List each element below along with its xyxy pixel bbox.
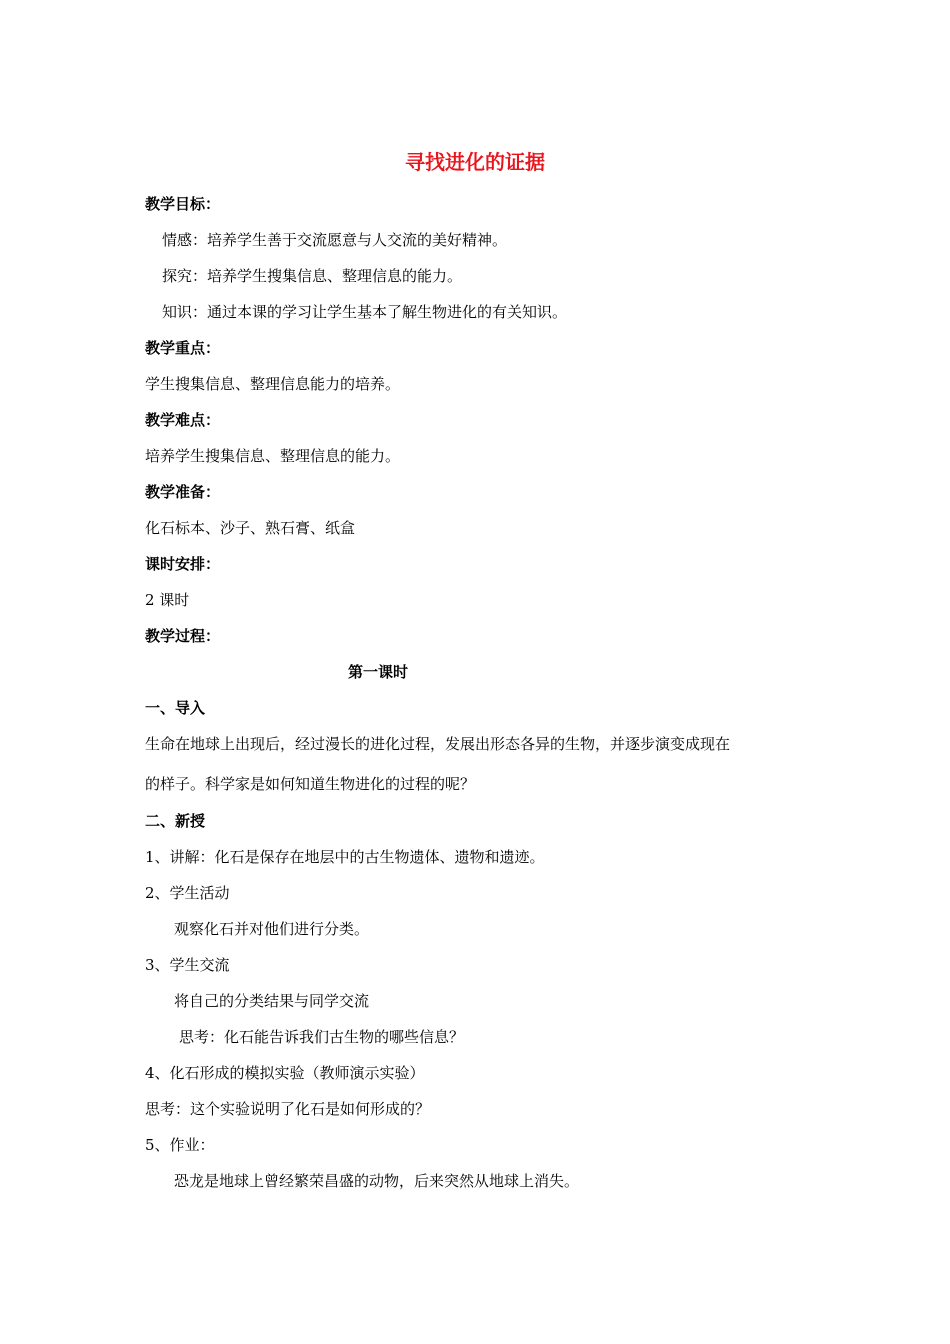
new-heading: 二、新授	[145, 812, 206, 830]
step-2: 2、学生活动	[145, 884, 230, 902]
lesson-one-heading: 第一课时	[347, 663, 408, 681]
step-3-detail: 将自己的分类结果与同学交流	[174, 992, 370, 1010]
difficulties-heading: 教学难点：	[145, 411, 221, 429]
step-4-think: 思考：这个实验说明了化石是如何形成的？	[145, 1100, 431, 1118]
preparation-text: 化石标本、沙子、熟石膏、纸盒	[145, 519, 356, 537]
step-3: 3、学生交流	[145, 956, 230, 974]
step-5-detail: 恐龙是地球上曾经繁荣昌盛的动物，后来突然从地球上消失。	[174, 1172, 580, 1190]
schedule-text: 2 课时	[145, 591, 190, 609]
key-points-heading: 教学重点：	[145, 339, 221, 357]
objective-knowledge: 知识：通过本课的学习让学生基本了解生物进化的有关知识。	[162, 303, 568, 321]
key-points-text: 学生搜集信息、整理信息能力的培养。	[145, 375, 401, 393]
step-2-detail: 观察化石并对他们进行分类。	[174, 920, 370, 938]
difficulties-text: 培养学生搜集信息、整理信息的能力。	[145, 447, 401, 465]
step-1: 1、讲解：化石是保存在地层中的古生物遗体、遗物和遗迹。	[145, 848, 545, 866]
intro-line-1: 生命在地球上出现后，经过漫长的进化过程，发展出形态各异的生物，并逐步演变成现在	[145, 735, 731, 753]
objective-inquiry: 探究：培养学生搜集信息、整理信息的能力。	[162, 267, 463, 285]
step-4: 4、化石形成的模拟实验（教师演示实验）	[145, 1064, 425, 1082]
objectives-heading: 教学目标：	[145, 195, 221, 213]
intro-heading: 一、导入	[145, 699, 206, 717]
process-heading: 教学过程：	[145, 627, 221, 645]
document-title: 寻找进化的证据	[405, 150, 545, 174]
preparation-heading: 教学准备：	[145, 483, 221, 501]
step-3-think: 思考：化石能告诉我们古生物的哪些信息？	[179, 1028, 465, 1046]
step-5: 5、作业：	[145, 1136, 215, 1154]
intro-line-2: 的样子。科学家是如何知道生物进化的过程的呢？	[145, 775, 476, 793]
objective-emotion: 情感：培养学生善于交流愿意与人交流的美好精神。	[162, 231, 508, 249]
schedule-heading: 课时安排：	[145, 555, 221, 573]
